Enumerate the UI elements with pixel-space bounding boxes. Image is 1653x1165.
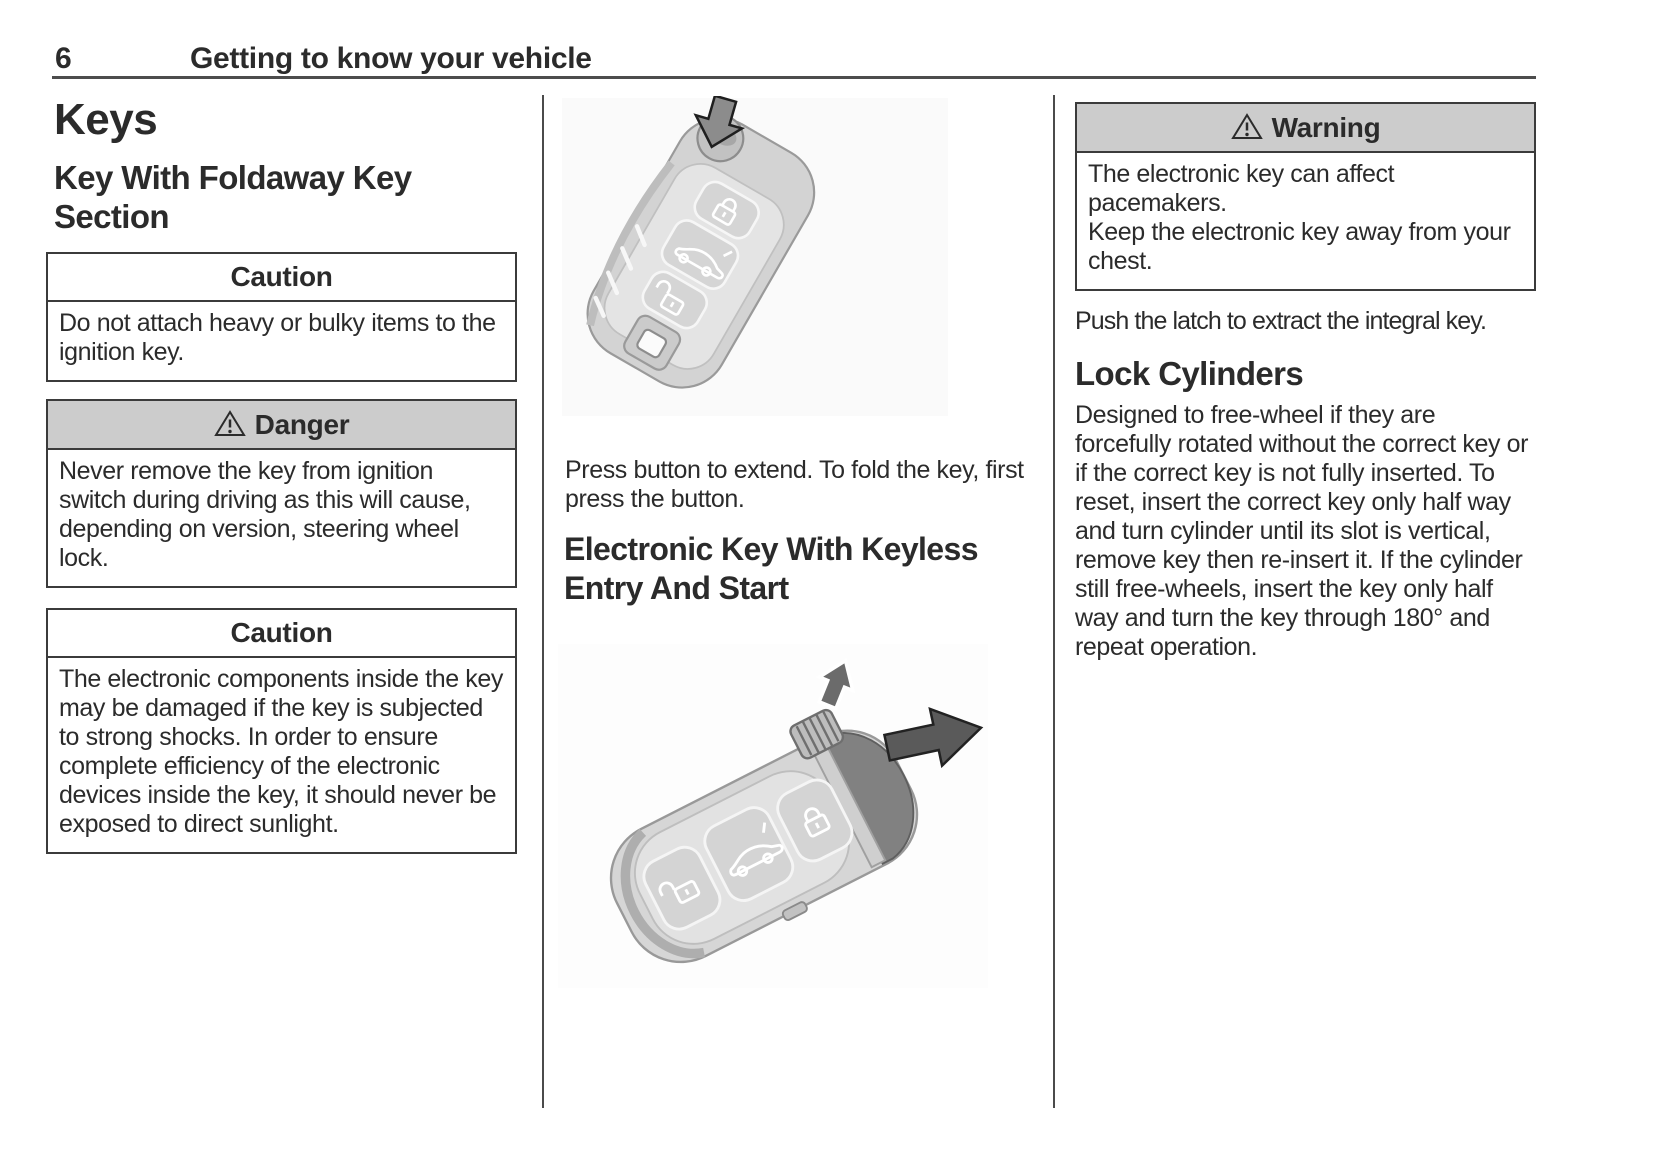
heading-electronic-key: Electronic Key With Keyless Entry And Start (564, 531, 978, 606)
danger-box-header (48, 401, 515, 450)
caution-box-2 (46, 608, 517, 854)
heading-lock-cylinders: Lock Cylinders (1075, 355, 1304, 392)
right-column (1075, 102, 1536, 662)
foldaway-key-illustration (560, 96, 950, 418)
latch-note: Push the latch to extract the integral key. (1075, 307, 1487, 335)
warning-box-title: Warning (1271, 112, 1381, 143)
caution-box-1 (46, 252, 517, 382)
left-column (46, 96, 517, 854)
electronic-key-illustration (556, 642, 990, 990)
chapter-title: Getting to know your vehicle (190, 42, 592, 75)
danger-box (46, 399, 517, 588)
danger-box-body: Never remove the key from ignition switch during driving as this will cause, depending on version, steering wheel lock. (59, 457, 471, 572)
lock-cylinders-body: Designed to free-wheel if they are forcefully rotated without the correct key or if the correct key is not fully inserted. To reset, insert the correct key only half way and turn cylinder until its slot is vertical, remove key then re-insert it. If the cylinder still free-wheels, insert the key only half way and turn the key through 180° and repeat operation. (1075, 401, 1529, 661)
warning-box (1075, 102, 1536, 291)
warning-triangle-icon (214, 409, 246, 437)
caution-box-1-header: Caution (48, 254, 515, 302)
header-rule (52, 76, 1536, 79)
caution-box-1-body: Do not attach heavy or bulky items to the ignition key. (59, 309, 496, 366)
warning-line-1: The electronic key can affect pacemakers. (1088, 160, 1395, 217)
danger-box-title: Danger (254, 409, 350, 440)
heading-foldaway-key: Key With Foldaway Key Section (54, 159, 412, 235)
column-separator-right (1053, 95, 1055, 1108)
warning-box-header (1077, 104, 1534, 153)
section-title-keys: Keys (54, 95, 158, 144)
warning-box-body (1077, 153, 1534, 289)
column-separator-left (542, 95, 544, 1108)
caution-box-2-body: The electronic components inside the key may be damaged if the key is subjected to strong shocks. In order to ensure complete efficiency of the electronic devices inside the key, it should never be exposed to direct sunlight. (59, 665, 503, 838)
warning-triangle-icon (1231, 112, 1263, 140)
page-number: 6 (55, 42, 72, 75)
foldaway-key-caption: Press button to extend. To fold the key, first press the button. (565, 456, 1024, 513)
caution-box-2-header: Caution (48, 610, 515, 658)
warning-line-2: Keep the electronic key away from your chest. (1088, 218, 1511, 275)
